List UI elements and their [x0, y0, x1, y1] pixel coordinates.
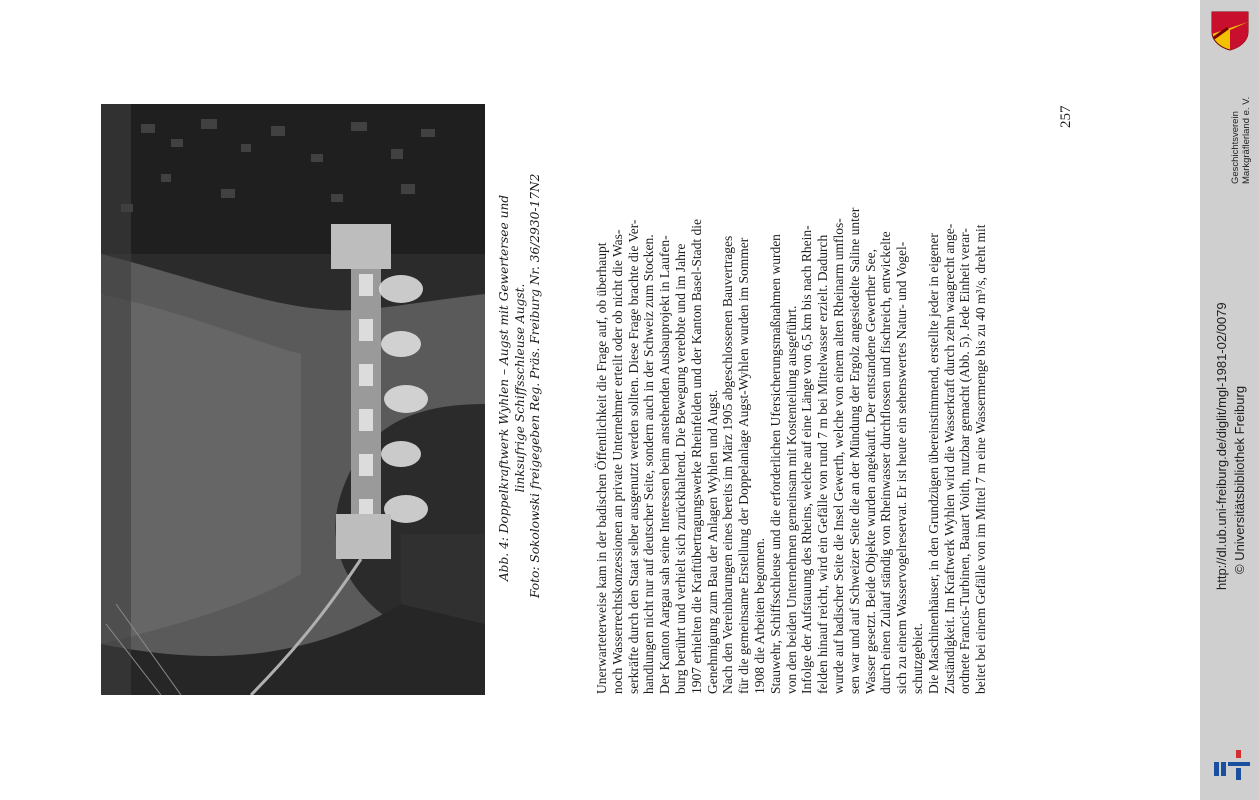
- body-line: Unerwarteterweise kam in der badischen Öffentlichkeit die Frage auf, ob überhaupt: [594, 242, 609, 694]
- body-line: handlungen nicht nur auf deutscher Seite, sondern auch in der Schweiz zum Stocken.: [641, 234, 657, 694]
- body-line: burg berührt und verhielt sich zurückhaltend. Die Bewegung verebbte und im Jahre: [672, 243, 688, 694]
- body-line: Der Kanton Aargau sah seine Interessen beim anstehenden Ausbauprojekt in Laufen-: [657, 235, 673, 694]
- body-text: [594, 102, 989, 694]
- body-line: für die gemeinsame Erstellung der Doppelanlage Augst-Wyhlen wurden im Sommer: [736, 237, 752, 694]
- body-line: felden hinauf reicht, wird ein Gefälle von rund 7 m bei Mittelwasser erzielt. Dadurch: [815, 234, 831, 694]
- body-line: Genehmigung zum Bau der Anlagen Wyhlen und Augst.: [704, 389, 720, 694]
- body-line: Infolge der Aufstauung des Rheins, welche auf eine Länge von 6,5 km bis nach Rhein-: [799, 225, 815, 694]
- body-line: Die Maschinenhäuser, in den Grundzügen übereinstimmend, erstellte jeder in eigener: [925, 233, 941, 694]
- body-line: schutzgebiet.: [909, 623, 925, 694]
- caption-line-3: Foto: Sokolowski freigegeben Reg. Präs. Freiburg Nr. 36/2930-17N2: [528, 173, 542, 598]
- coat-of-arms-icon: [1208, 8, 1252, 52]
- body-line: 1908 die Arbeiten begonnen.: [751, 538, 767, 694]
- body-line: Nach den Vereinbarungen eines bereits im März 1905 abgeschlossenen Bauvertrages: [720, 235, 736, 694]
- caption-line-1: Abb. 4: Doppelkraftwerk Wyhlen – Augst mit Gewertersee und: [497, 194, 511, 582]
- copyright-text: © Universitätsbibliothek Freiburg: [1232, 385, 1247, 574]
- body-line: Wasser gesetzt. Beide Objekte wurden angekauft. Der entstandene Gewerther See,: [862, 249, 878, 694]
- figure-caption: [497, 173, 544, 598]
- ub-freiburg-logo-icon[interactable]: [1212, 748, 1252, 782]
- body-line: ordnete Francis-Turbinen, Bauart Voith, nutzbar gemacht (Abb. 5). Jede Einheit verar-: [957, 228, 973, 694]
- body-line: noch Wasserrechtskonzessionen an private Unternehmer erteilt oder ob nicht die Was-: [609, 229, 625, 694]
- body-line: Stauwehr, Schiffsschleuse und die erforderlichen Ufersicherungsmaßnahmen wurden: [767, 234, 783, 694]
- caption-line-2: linksufrige Schiffsschleuse Augst.: [512, 283, 527, 493]
- body-line: von den beiden Unternehmen gemeinsam mit Kostenteilung ausgeführt.: [783, 305, 799, 694]
- society-name-line-2: Markgräflerland e. V.: [1241, 96, 1252, 184]
- body-line: wurde auf badischer Seite die Insel Gewerth, welche von einem alten Rheinarm umflos-: [830, 218, 846, 694]
- body-line: beitet bei einem Gefälle von im Mittel 7 m eine Wassermenge bis zu 40 m³/s, dreht mit: [973, 224, 989, 694]
- aerial-photo-power-plant: [101, 104, 485, 695]
- aerial-photo-drawing: [101, 104, 485, 695]
- body-line: sich zu einem Wasservogelreservat. Er ist heute ein sehenswertes Natur- und Vogel-: [894, 241, 910, 694]
- body-line: serkräfte durch den Staat selber ausgenutzt werden sollten. Diese Frage brachte die Ver-: [625, 219, 641, 694]
- body-line: sen war und auf Schweizer Seite die an der Mündung der Ergolz angesiedelte Saline unter: [846, 207, 862, 694]
- society-name-line-1: Geschichtsverein: [1230, 111, 1241, 184]
- document-url-link[interactable]: http://dl.ub.uni-freiburg.de/diglit/mgl-1981-02/0079: [1214, 302, 1229, 590]
- page-number: 257: [1058, 105, 1074, 128]
- body-line: Zuständigkeit. Im Kraftwerk Wyhlen wird die Wasserkraft durch zehn waagrecht ange-: [941, 223, 957, 694]
- body-line: durch einen Zulauf ständig von Rheinwasser durchflossen und fischreich, entwickelte: [878, 231, 894, 694]
- body-line: 1907 erhielten die Kraftübertragungswerke Rheinfelden und der Kanton Basel-Stadt die: [688, 219, 704, 694]
